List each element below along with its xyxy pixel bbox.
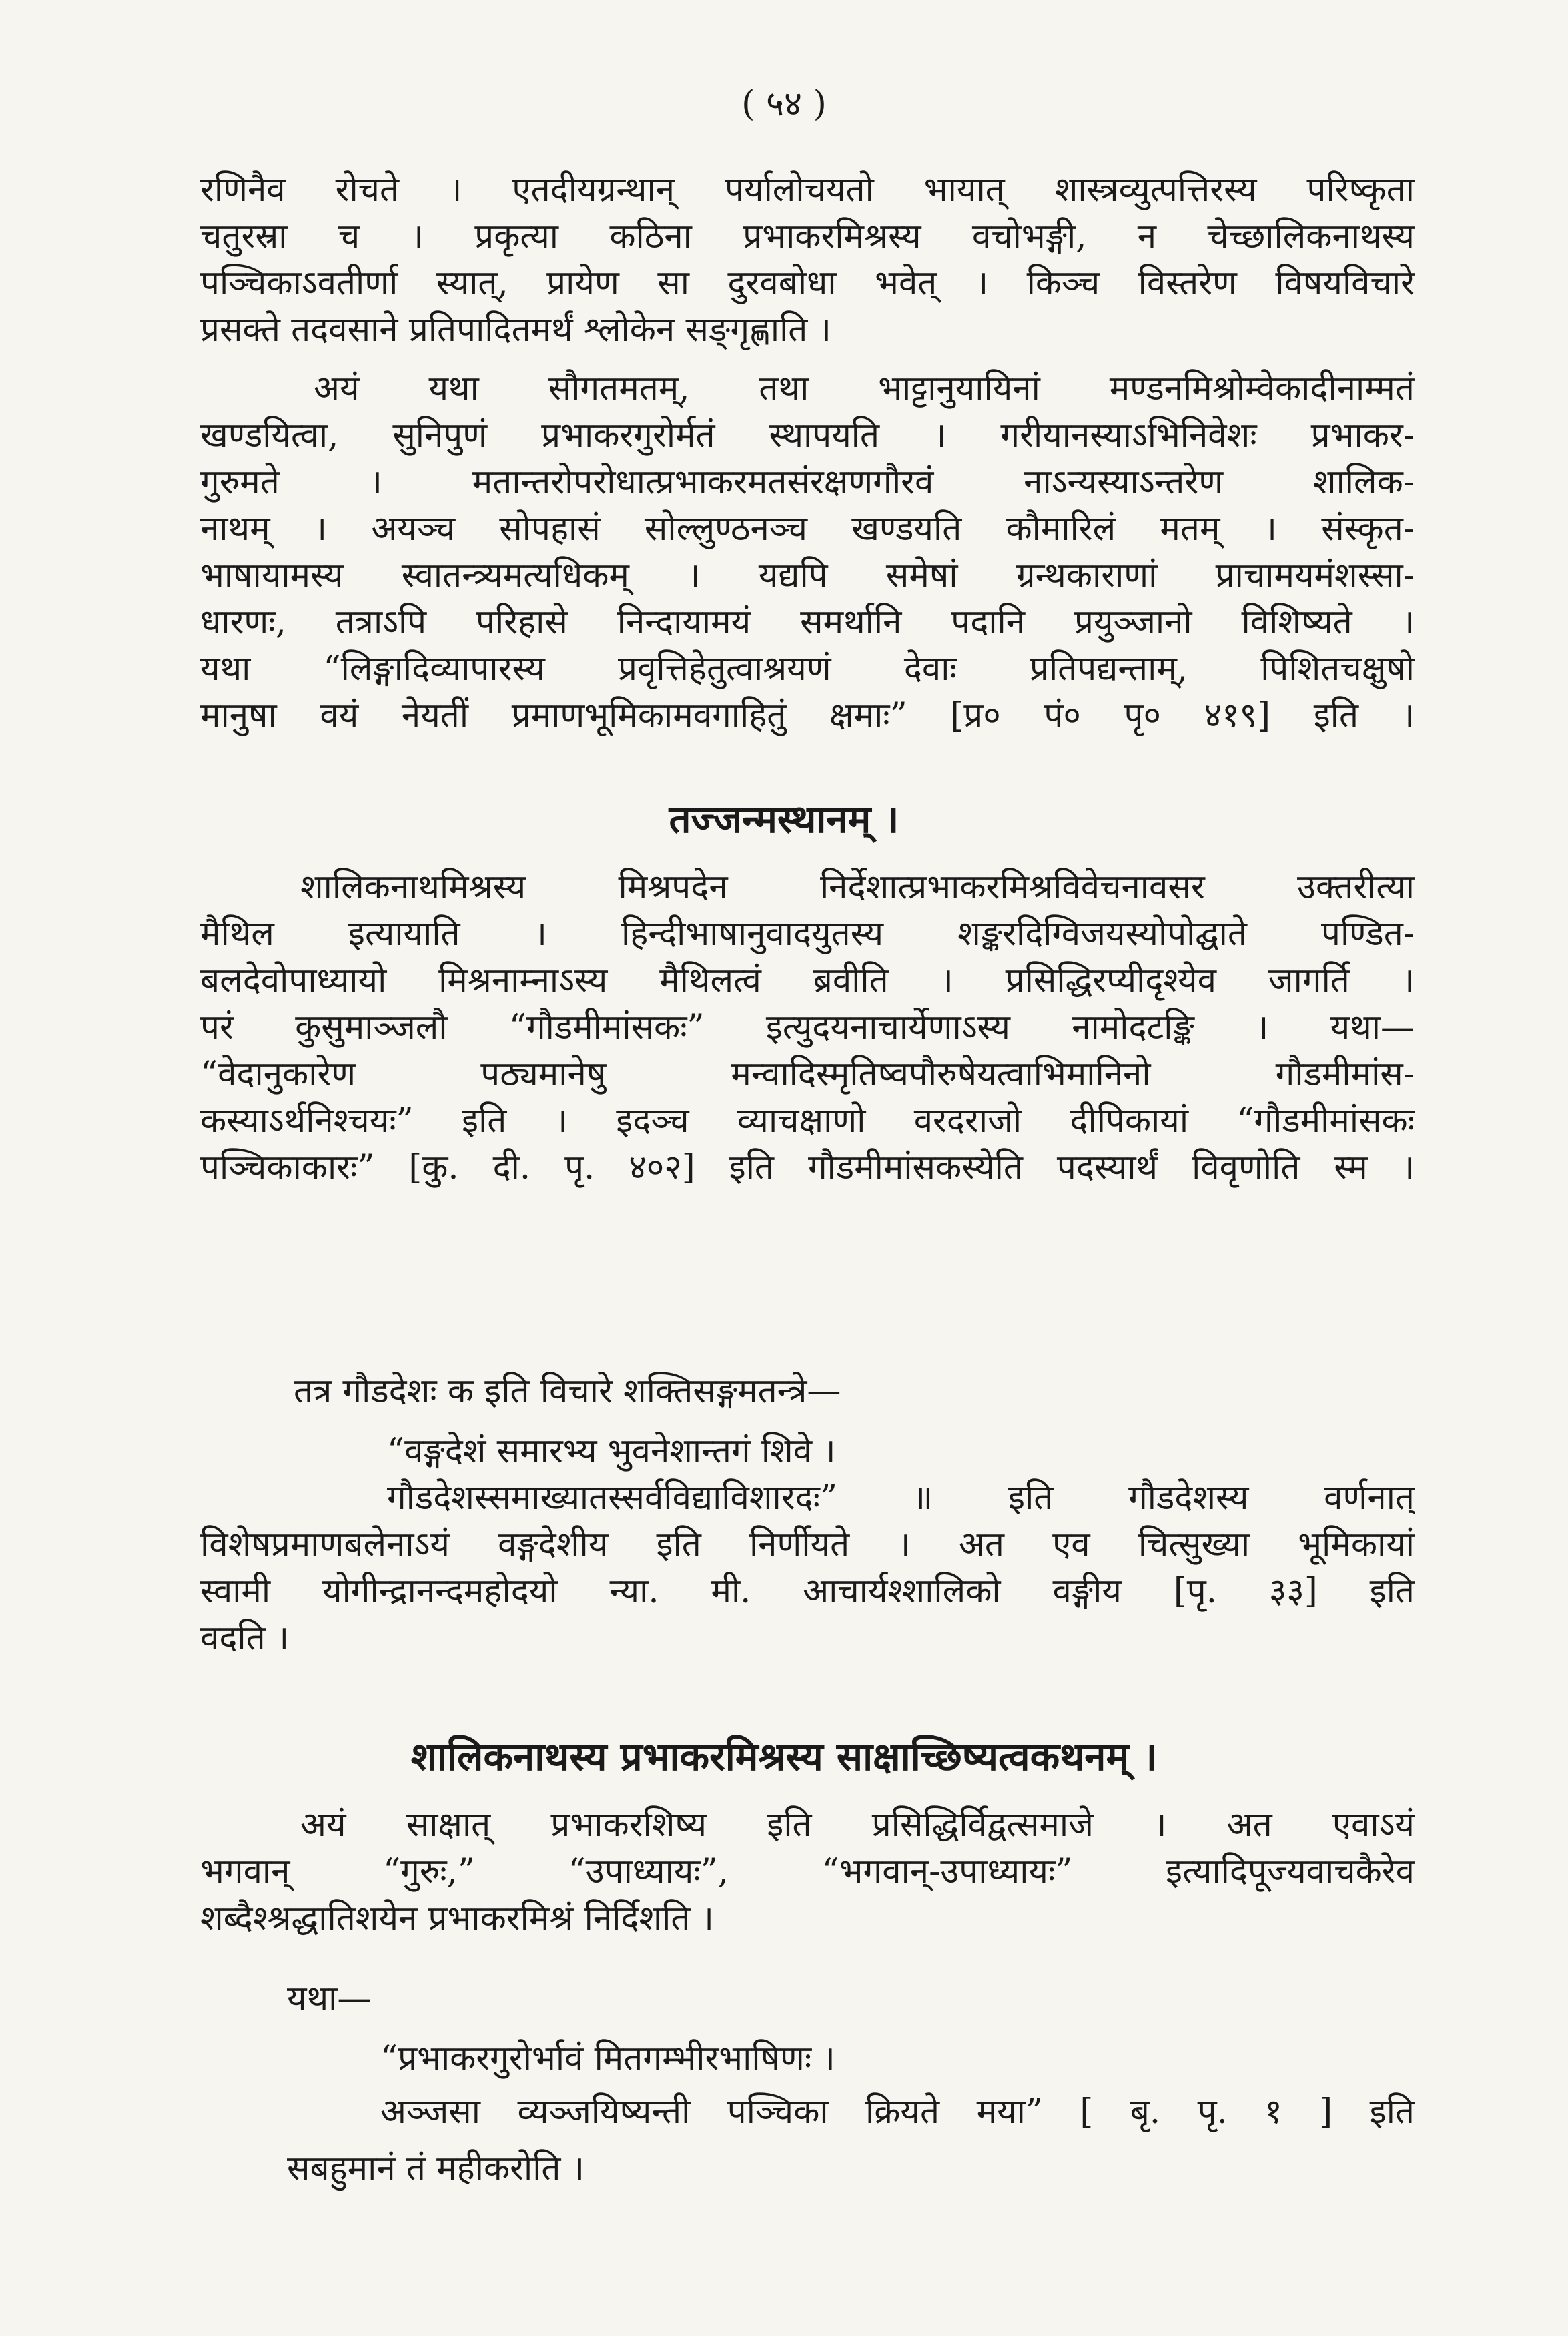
page-number: ( ५४ ): [741, 84, 827, 124]
verse-line: “प्रभाकरगुरोर्भावं मितगम्भीरभाषिणः ।: [380, 2039, 835, 2078]
text-line: बलदेवोपाध्यायो मिश्रनाम्नाऽस्य मैथिलत्वं ब्रवीति । प्रसिद्धिरप्यीदृश्येव जागर्ति ।: [200, 961, 1415, 1000]
text-line: “वेदानुकारेण पठ्यमानेषु मन्वादिस्मृतिष्वपौरुषेयत्वाभिमानिनो गौडमीमांस-: [200, 1055, 1415, 1094]
verse-line: गौडदेशस्समाख्यातस्सर्वविद्याविशारदः” ॥ इति गौडदेशस्य वर्णनात्: [387, 1478, 1415, 1518]
text-line: कस्याऽर्थनिश्चयः” इति । इदञ्च व्याचक्षाणो वरदराजो दीपिकायां “गौडमीमांसकः: [200, 1101, 1415, 1141]
text-line: वदति ।: [200, 1619, 290, 1658]
text-line: अयं साक्षात् प्रभाकरशिष्य इति प्रसिद्धिर्विद्वत्समाजे । अत एवाऽयं: [300, 1805, 1415, 1845]
text-line: खण्डयित्वा, सुनिपुणं प्रभाकरगुरोर्मतं स्थापयति । गरीयानस्याऽभिनिवेशः प्रभाकर-: [200, 416, 1415, 455]
text-line: शब्दैश्श्रद्धातिशयेन प्रभाकरमिश्रं निर्दिशति ।: [200, 1899, 714, 1938]
text-line: यथा—: [287, 1979, 372, 2018]
verse-line: “वङ्गदेशं समारभ्य भुवनेशान्तगं शिवे ।: [387, 1432, 836, 1471]
text-line: रणिनैव रोचते । एतदीयग्रन्थान् पर्यालोचयतो भायात् शास्त्रव्युत्पत्तिरस्य परिष्कृता: [200, 170, 1415, 210]
text-line: यथा “लिङ्गादिव्यापारस्य प्रवृत्तिहेतुत्वाश्रयणं देवाः प्रतिपद्यन्ताम्, पिशितचक्षुषो: [200, 649, 1415, 689]
text-line: सबहुमानं तं महीकरोति ।: [287, 2149, 585, 2188]
text-line: तत्र गौडदेशः क इति विचारे शक्तिसङ्गमतन्त्रे—: [294, 1372, 841, 1411]
text-line: गुरुमते । मतान्तरोपरोधात्प्रभाकरमतसंरक्षणगौरवं नाऽन्यस्याऽन्तरेण शालिक-: [200, 463, 1415, 502]
text-line: अयं यथा सौगतमतम्, तथा भाट्टानुयायिनां मण्डनमिश्रोम्वेकादीनाम्मतं: [314, 369, 1415, 408]
text-line: परं कुसुमाञ्जलौ “गौडमीमांसकः” इत्युदयनाचार्येणाऽस्य नामोदटङ्कि । यथा—: [200, 1008, 1415, 1047]
text-line: स्वामी योगीन्द्रानन्दमहोदयो न्या. मी. आचार्यश्शालिको वङ्गीय [पृ. ३३] इति: [200, 1572, 1415, 1611]
text-line: भगवान् “गुरुः,” “उपाध्यायः”, “भगवान्-उपाध्यायः” इत्यादिपूज्यवाचकैरेव: [200, 1852, 1415, 1891]
text-line: विशेषप्रमाणबलेनाऽयं वङ्गदेशीय इति निर्णीयते । अत एव चित्सुख्या भूमिकायां: [200, 1525, 1415, 1564]
text-line: भाषायामस्य स्वातन्त्र्यमत्यधिकम् । यद्यपि समेषां ग्रन्थकाराणां प्राचामयमंशस्सा-: [200, 556, 1415, 595]
section-heading: तज्जन्मस्थानम् ।: [669, 796, 899, 842]
text-line: चतुरस्रा च । प्रकृत्या कठिना प्रभाकरमिश्रस्य वचोभङ्गी, न चेच्छालिकनाथस्य: [200, 217, 1415, 256]
text-line: पञ्चिकाकारः” [कु. दी. पृ. ४०२] इति गौडमीमांसकस्येति पदस्यार्थं विवृणोति स्म ।: [200, 1148, 1415, 1187]
text-line: धारणः, तत्राऽपि परिहासे निन्दायामयं समर्थानि पदानि प्रयुञ्जानो विशिष्यते ।: [200, 603, 1415, 642]
text-line: शालिकनाथमिश्रस्य मिश्रपदेन निर्देशात्प्रभाकरमिश्रविवेचनावसर उक्तरीत्या: [300, 868, 1415, 907]
text-line: मानुषा वयं नेयतीं प्रमाणभूमिकामवगाहितुं क्षमाः” [प्र० पं० पृ० ४१९] इति ।: [200, 696, 1415, 736]
section-heading: शालिकनाथस्य प्रभाकरमिश्रस्य साक्षाच्छिष्यत्वकथनम् ।: [410, 1734, 1158, 1779]
verse-line: अञ्जसा व्यञ्जयिष्यन्ती पञ्चिका क्रियते मया” [ बृ. पृ. १ ] इति: [380, 2092, 1415, 2132]
text-line: पञ्चिकाऽवतीर्णा स्यात्, प्रायेण सा दुरवबोधा भवेत् । किञ्च विस्तरेण विषयविचारे: [200, 264, 1415, 303]
text-line: प्रसक्ते तदवसाने प्रतिपादितमर्थं श्लोकेन सङ्गृह्णाति ।: [200, 310, 831, 350]
text-line: नाथम् । अयञ्च सोपहासं सोल्लुण्ठनञ्च खण्डयति कौमारिलं मतम् । संस्कृत-: [200, 509, 1415, 549]
text-line: मैथिल इत्यायाति । हिन्दीभाषानुवादयुतस्य शङ्करदिग्विजयस्योपोद्घाते पण्डित-: [200, 914, 1415, 954]
